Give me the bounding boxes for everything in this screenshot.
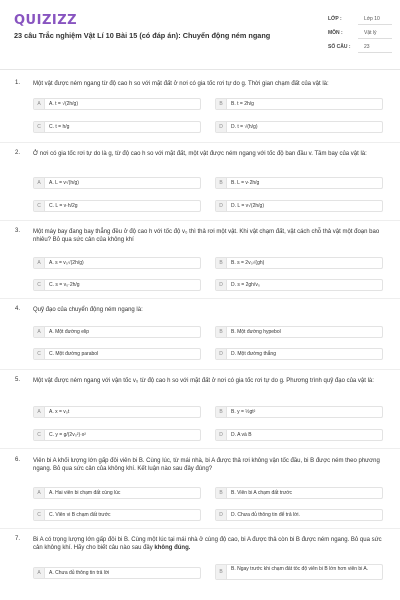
question-number: 6. [15,457,21,463]
option-b[interactable]: B B. Một đường hypebol [215,326,383,338]
question-text: Ở nơi có gia tốc rơi tự do là g, từ độ cao h so với mặt đất, một vật được ném ngang với tốc độ ban đầu v. Tầm bay của vật là: [33,151,367,157]
question-number: 7. [15,536,21,542]
option-b[interactable]: B B. y = ½gt² [215,406,383,418]
option-d[interactable]: D D. Chưa đủ thông tin để trả lời. [215,509,383,521]
option-c[interactable]: C C. y = g/(2v₀²)·x² [33,429,201,441]
question-text: Một vật được ném ngang với vận tốc v₀ từ độ cao h so với mặt đất ở nơi có gia tốc rơi tự do g. Phương trình quỹ đạo của vật là: [33,378,374,384]
class-label: LỚP : [328,16,342,22]
subject-label: MÔN : [328,30,343,36]
question-text: Quỹ đạo của chuyển động ném ngang là: [33,307,143,313]
option-b[interactable]: B B. Viên bi A chạm đất trước [215,487,383,499]
option-d[interactable]: D D. t = √(h/g) [215,121,383,133]
worksheet-title: 23 câu Trắc nghiệm Vật Lí 10 Bài 15 (có đáp án): Chuyển động ném ngang [14,31,271,40]
option-d[interactable]: D D. Một đường thẳng [215,348,383,360]
option-c[interactable]: C C. Một đường parabol [33,348,201,360]
class-value: Lớp 10 [364,16,380,22]
option-a[interactable]: A A. s = v₀√(2h/g) [33,257,201,269]
option-b[interactable]: B B. Ngay trước khi chạm đất tốc độ viên bi B lớn hơn viên bi A. [215,564,383,580]
subject-field [328,27,392,39]
option-b[interactable]: B B. t = 2h/g [215,98,383,110]
option-a[interactable]: A A. Hai viên bi chạm đất cùng lúc [33,487,201,499]
question-number: 4. [15,306,21,312]
option-a[interactable]: A A. Chưa đủ thông tin trả lời [33,567,201,579]
option-b[interactable]: B B. L = v·2h/g [215,177,383,189]
option-d[interactable]: D D. s = 2gh/v₀ [215,279,383,291]
subject-value: Vật lý [364,30,377,36]
option-c[interactable]: C C. s = v₀·2h/g [33,279,201,291]
question-emphasis: không đúng. [154,545,191,551]
question-number: 1. [15,80,21,86]
question-number: 2. [15,150,21,156]
option-a[interactable]: A A. L = v√(h/g) [33,177,201,189]
option-c[interactable]: C C. Viên vi B chạm đất trước [33,509,201,521]
option-c[interactable]: C C. L = v·h/2g [33,200,201,212]
question-text: Viên bi A khối lượng lớn gấp đôi viên bi B. Cùng lúc, từ mái nhà, bi A được thả rơi không vận tốc đầu, bi B được ném theo phương ngang. Bỏ qua sức cản của không khí. Kết luận nào sau đây đúng? [33,458,380,472]
question-number: 3. [15,228,21,234]
option-a[interactable]: A A. t = √(2h/g) [33,98,201,110]
question-count-value: 23 [364,44,370,50]
question-number: 5. [15,377,21,383]
option-a[interactable]: A A. x = v₀t [33,406,201,418]
question-text: Một vật được ném ngang từ độ cao h so với mặt đất ở nơi có gia tốc rơi tự do g. Thời gian chạm đất của vật là: [33,81,329,87]
question-text: Một máy bay đang bay thẳng đều ở độ cao h với tốc độ v₀ thì thả rơi một vật. Khi vật chạm đất, vật cách chỗ thả vật một đoạn bao nhiêu? Bỏ qua sức cản của không khí [33,229,380,243]
option-d[interactable]: D D. L = v√(2h/g) [215,200,383,212]
option-a[interactable]: A A. Một đường elip [33,326,201,338]
option-d[interactable]: D D. A và B [215,429,383,441]
question-count-label: SỐ CÂU : [328,44,351,50]
quizizz-logo: QUIZIZZ [14,13,78,28]
question-count-field [328,41,392,53]
worksheet-header [0,0,400,70]
option-c[interactable]: C C. t = h/g [33,121,201,133]
class-field [328,13,392,25]
question-text: Bi A có trọng lượng lớn gấp đôi bi B. Cùng một lúc tại mái nhà ở cùng độ cao, bi A được thả còn bi B được ném ngang. Bỏ qua sức cản không khí. Hãy cho biết câu nào sau đây không đúng. [33,537,382,551]
option-b[interactable]: B B. s = 2v₀√(gh) [215,257,383,269]
